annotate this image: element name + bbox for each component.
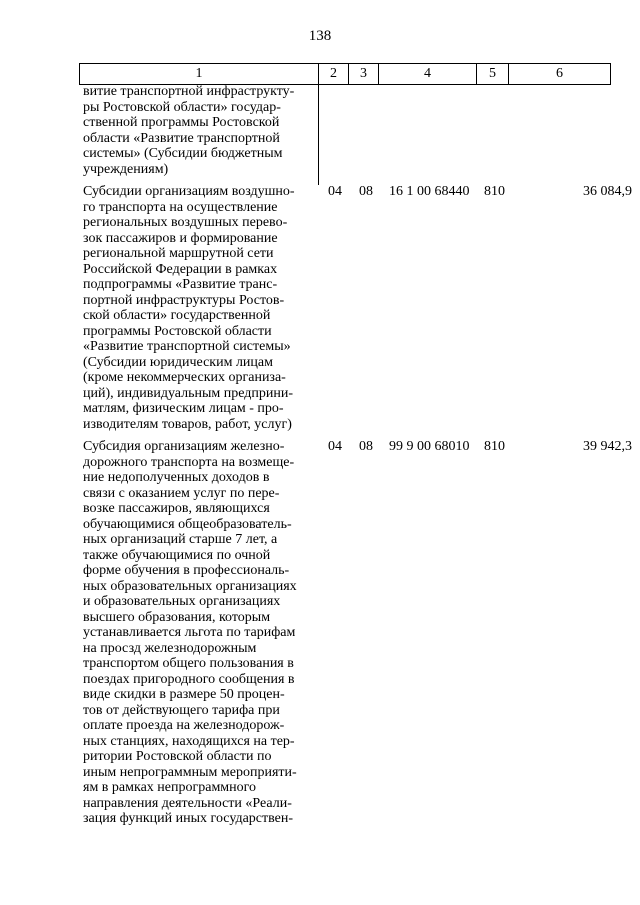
column-header-4: 4	[379, 64, 477, 85]
row-target-item-code: 16 1 00 68440	[389, 184, 470, 199]
row-target-item-code: 99 9 00 68010	[389, 439, 470, 454]
row-section-code: 04	[328, 439, 342, 454]
row-description: витие транспортной инфраструкту- ры Ростовской области» государ- ственной программы Ростовской области «Развитие транспортной системы» (Субсидии бюджетным учреждениям)	[83, 84, 295, 177]
column-header-5: 5	[477, 64, 509, 85]
row-subsection-code: 08	[359, 184, 373, 199]
row-amount: 36 084,9	[583, 184, 632, 199]
column-header-2: 2	[319, 64, 349, 85]
column-header-row	[80, 64, 611, 85]
column-divider	[318, 84, 319, 185]
row-description: Субсидии организациям воздушно- го транспорта на осуществление региональных воздушных перево- зок пассажиров и формирование региональной маршрутной сети Российской Федерации в рамках подпрограммы «Развитие транс- портной инфраструктуры Ростов- ской области» государственной программы Ростовской области «Развитие транспортной системы» (Субсидии юридическим лицам (кроме некоммерческих организа- ций), индивидуальным предприни- матлям, физическим лицам - про- изводителям товаров, работ, услуг)	[83, 184, 295, 432]
column-header-table	[79, 63, 611, 85]
page-number: 138	[308, 28, 332, 44]
column-header-6: 6	[509, 64, 611, 85]
row-expense-type-code: 810	[484, 439, 505, 454]
row-description: Субсидия организациям железно- дорожного транспорта на возмеще- ние недополученных доходов в связи с оказанием услуг по пере- возке пассажиров, являющихся обучающимися общеобразователь- ных организаций старше 7 лет, а также обучающимися по очной форме обучения в профессиональ- ных образовательных организациях и образовательных организациях высшего образования, которым устанавливается льгота по тарифам на просзд железнодорожным транспортом общего пользования в поездах пригородного сообщения в виде скидки в размере 50 процен- тов от действующего тарифа при оплате проезда на железнодорож- ных станциях, находящихся на тер- ритории Ростовской области по иным непрограммным мероприяти- ям в рамках непрограммного направления деятельности «Реали- зация функций иных государствен-	[83, 439, 297, 826]
column-header-1: 1	[80, 64, 319, 85]
row-amount: 39 942,3	[583, 439, 632, 454]
row-expense-type-code: 810	[484, 184, 505, 199]
column-header-3: 3	[349, 64, 379, 85]
row-section-code: 04	[328, 184, 342, 199]
row-subsection-code: 08	[359, 439, 373, 454]
